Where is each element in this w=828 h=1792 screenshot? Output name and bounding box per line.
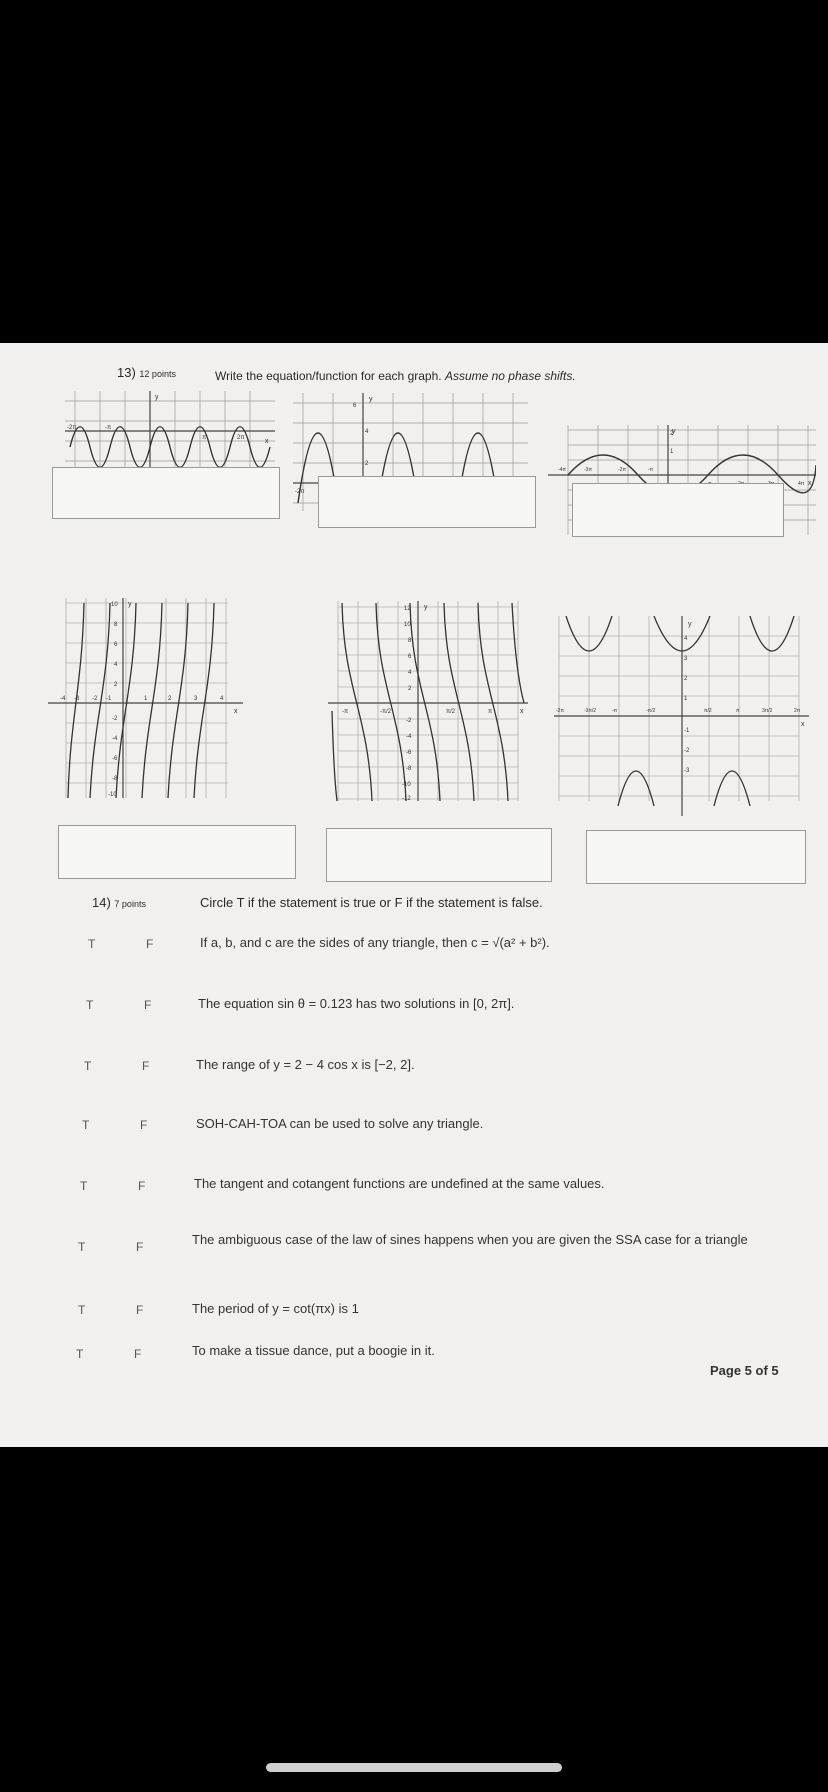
graph-5-xlabel: x bbox=[520, 708, 524, 715]
statement-5-false[interactable]: F bbox=[138, 1179, 146, 1193]
graph-1-tick-3: π bbox=[202, 435, 207, 441]
graph-4-tick-3: 6 bbox=[114, 642, 118, 648]
graph-6-tick-2: 3 bbox=[684, 656, 688, 662]
statement-5-true[interactable]: T bbox=[80, 1179, 88, 1193]
statement-1-true[interactable]: T bbox=[88, 937, 96, 951]
q14-number bbox=[92, 895, 146, 910]
statement-4-false[interactable]: F bbox=[140, 1118, 148, 1132]
graph-4-tick-11: -4 bbox=[60, 696, 66, 702]
statement-8-false[interactable]: F bbox=[134, 1347, 142, 1361]
statement-1-false[interactable]: F bbox=[146, 937, 154, 951]
graph-5-tick-8: -4 bbox=[406, 734, 412, 740]
graph-5-ylabel: y bbox=[424, 604, 428, 611]
graph-6-tick-6: -2 bbox=[684, 748, 690, 754]
graph-5-tick-10: -8 bbox=[406, 766, 412, 772]
answer-box-6[interactable] bbox=[586, 830, 806, 884]
graph-4-xlabel: x bbox=[234, 708, 238, 715]
graph-3-ylabel: y bbox=[672, 428, 676, 435]
q14-number-label: 14) bbox=[92, 895, 111, 910]
graph-6-tick-15: 2π bbox=[794, 708, 801, 714]
q13-points: 12 points bbox=[139, 369, 176, 379]
graph-4-tick-16: 2 bbox=[168, 696, 172, 702]
graph-6-tick-13: π bbox=[736, 708, 740, 714]
q14-instruction: Circle T if the statement is true or F if the statement is false. bbox=[200, 895, 543, 910]
statement-1-text: If a, b, and c are the sides of any triangle, then c = √(a² + b²). bbox=[200, 935, 550, 950]
statement-3-true[interactable]: T bbox=[84, 1059, 92, 1073]
graph-5-tick-11: -10 bbox=[402, 782, 411, 788]
home-indicator[interactable] bbox=[266, 1763, 562, 1772]
graph-5-tick-13: -π bbox=[342, 709, 349, 715]
graph-4 bbox=[48, 598, 243, 798]
answer-box-4[interactable] bbox=[58, 825, 296, 879]
graph-5-tick-12: -12 bbox=[402, 796, 411, 801]
graph-6-tick-5: -1 bbox=[684, 728, 690, 734]
graph-6-tick-1: 4 bbox=[684, 636, 688, 642]
statement-8-true[interactable]: T bbox=[76, 1347, 84, 1361]
answer-box-3[interactable] bbox=[572, 483, 784, 537]
answer-box-5[interactable] bbox=[326, 828, 552, 882]
graph-4-tick-8: -6 bbox=[112, 756, 118, 762]
statement-6-true[interactable]: T bbox=[78, 1240, 86, 1254]
graph-4-tick-14: -1 bbox=[106, 696, 112, 702]
statement-2-false[interactable]: F bbox=[144, 998, 152, 1012]
statement-5-text: The tangent and cotangent functions are undefined at the same values. bbox=[194, 1176, 605, 1191]
graph-1-xlabel: x bbox=[265, 438, 269, 445]
statement-2-true[interactable]: T bbox=[86, 998, 94, 1012]
graph-3-tick-1: 2 bbox=[670, 431, 674, 437]
graph-2-tick-1: 6 bbox=[353, 403, 357, 409]
graph-3-tick-5: -4π bbox=[558, 467, 566, 473]
graph-2-tick-3: 2 bbox=[365, 461, 369, 467]
graph-3-tick-6: -3π bbox=[584, 467, 592, 473]
q14-points: 7 points bbox=[114, 899, 146, 909]
graph-6-tick-7: -3 bbox=[684, 768, 690, 774]
graph-4-tick-2: 8 bbox=[114, 622, 118, 628]
graph-6-tick-12: π/2 bbox=[704, 708, 712, 714]
graph-5-tick-4: 6 bbox=[408, 654, 412, 660]
graph-6-tick-4: 1 bbox=[684, 696, 688, 702]
graph-4-tick-7: -4 bbox=[112, 736, 118, 742]
graph-3-tick-7: -2π bbox=[618, 467, 626, 473]
page-number: Page 5 of 5 bbox=[710, 1363, 779, 1378]
graph-1-tick-4: 2π bbox=[237, 435, 245, 441]
statement-3-false[interactable]: F bbox=[142, 1059, 150, 1073]
graph-1-tick-1: -2π bbox=[67, 425, 77, 431]
graph-5-tick-16: π bbox=[488, 709, 493, 715]
q13-number-label: 13) bbox=[117, 365, 136, 380]
statement-7-true[interactable]: T bbox=[78, 1303, 86, 1317]
graph-6-ylabel: y bbox=[688, 621, 692, 628]
statement-4-text: SOH-CAH-TOA can be used to solve any triangle. bbox=[196, 1116, 484, 1131]
graph-2-tick-5: -2π bbox=[295, 489, 305, 495]
worksheet-page bbox=[0, 343, 828, 1447]
graph-4-tick-18: 4 bbox=[220, 696, 224, 702]
graph-5-tick-7: -2 bbox=[406, 718, 412, 724]
graph-5-tick-1: 12 bbox=[404, 606, 411, 612]
answer-box-1[interactable] bbox=[52, 467, 280, 519]
graph-6-xlabel: x bbox=[801, 721, 805, 728]
statement-6-text: The ambiguous case of the law of sines happens when you are given the SSA case for a triangle bbox=[192, 1232, 748, 1247]
graph-6-tick-9: -3π/2 bbox=[584, 708, 597, 714]
graph-6 bbox=[554, 616, 809, 816]
graph-4-tick-15: 1 bbox=[144, 696, 148, 702]
graph-3-tick-12: 4π bbox=[798, 481, 805, 487]
graph-4-ylabel: y bbox=[128, 601, 132, 608]
graph-4-tick-1: 10 bbox=[111, 602, 118, 608]
graph-3-xlabel: x bbox=[808, 480, 812, 487]
graph-5-tick-5: 4 bbox=[408, 670, 412, 676]
graph-5-tick-6: 2 bbox=[408, 686, 412, 692]
graph-4-tick-5: 2 bbox=[114, 682, 118, 688]
graph-4-tick-10: -10 bbox=[108, 792, 117, 798]
statement-7-false[interactable]: F bbox=[136, 1303, 144, 1317]
graph-5-tick-15: π/2 bbox=[446, 709, 456, 715]
graph-6-tick-11: -π/2 bbox=[646, 708, 656, 714]
graph-6-tick-8: -2π bbox=[556, 708, 564, 714]
graph-5-tick-3: 8 bbox=[408, 638, 412, 644]
statement-8-text: To make a tissue dance, put a boogie in it. bbox=[192, 1343, 435, 1358]
statement-7-text: The period of y = cot(πx) is 1 bbox=[192, 1301, 359, 1316]
statement-4-true[interactable]: T bbox=[82, 1118, 90, 1132]
graph-5-tick-14: -π/2 bbox=[380, 709, 392, 715]
graph-5-tick-9: -6 bbox=[406, 750, 412, 756]
statement-3-text: The range of y = 2 − 4 cos x is [−2, 2]. bbox=[196, 1057, 415, 1072]
graph-5-tick-2: 10 bbox=[404, 622, 411, 628]
statement-6-false[interactable]: F bbox=[136, 1240, 144, 1254]
graph-2-ylabel: y bbox=[369, 396, 373, 403]
q13-instruction-note: Assume no phase shifts. bbox=[444, 369, 576, 383]
graph-2-tick-2: 4 bbox=[365, 429, 369, 435]
statement-2-text: The equation sin θ = 0.123 has two solutions in [0, 2π]. bbox=[198, 996, 515, 1011]
answer-box-2[interactable] bbox=[318, 476, 536, 528]
graph-1-tick-2: -π bbox=[105, 425, 112, 431]
q13-instruction-main: Write the equation/function for each graph. bbox=[215, 369, 442, 383]
q13-instruction bbox=[215, 369, 576, 383]
graph-4-tick-6: -2 bbox=[112, 716, 118, 722]
graph-4-tick-9: -8 bbox=[112, 776, 118, 782]
graph-1-ylabel: y bbox=[155, 394, 159, 401]
graph-4-tick-12: -3 bbox=[74, 696, 80, 702]
graph-5 bbox=[328, 601, 528, 801]
graph-6-tick-3: 2 bbox=[684, 676, 688, 682]
graph-4-tick-17: 3 bbox=[194, 696, 198, 702]
graph-4-tick-4: 4 bbox=[114, 662, 118, 668]
graph-3-tick-2: 1 bbox=[670, 449, 674, 455]
graph-6-tick-10: -π bbox=[612, 708, 618, 714]
graph-6-tick-14: 3π/2 bbox=[762, 708, 773, 714]
q13-number bbox=[117, 365, 176, 380]
graph-3-tick-8: -π bbox=[648, 467, 654, 473]
graph-4-tick-13: -2 bbox=[92, 696, 98, 702]
